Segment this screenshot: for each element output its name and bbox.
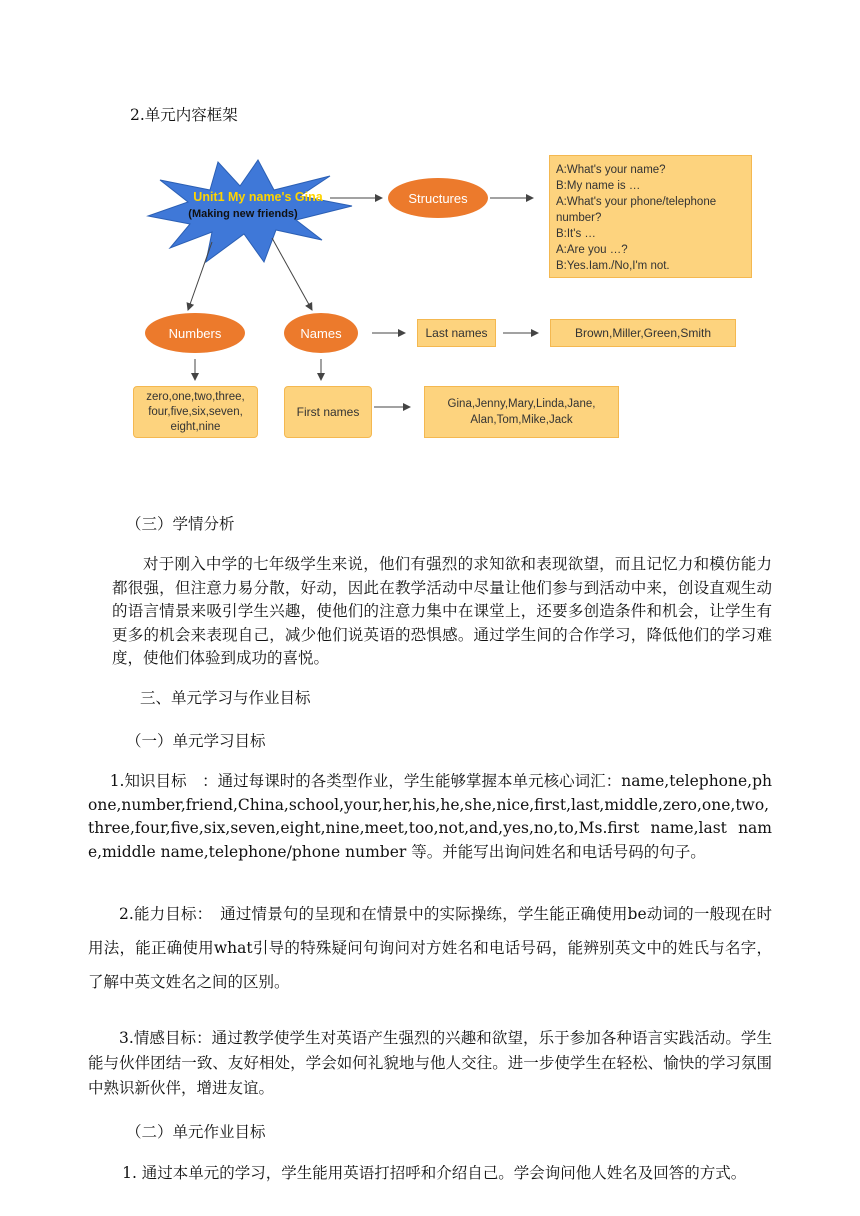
structure-line: A:What's your name?	[556, 164, 666, 176]
first-names-line: Alan,Tom,Mike,Jack	[470, 414, 573, 426]
first-names-box	[284, 386, 372, 438]
paragraph-student-analysis: 对于刚入中学的七年级学生来说，他们有强烈的求知欲和表现欲望，而且记忆力和模仿能力都很强，但注意力易分散，好动，因此在教学活动中尽量让他们参与到活动中来，创设直观生动的语言情景来吸引学生兴趣，使他们的注意力集中在课堂上，还要多创造条件和机会，让学生有更多的机会来表现自己，减少他们说英语的恐惧感。通过学生间的合作学习，降低他们的学习难度，使他们体验到成功的喜悦。	[112, 555, 772, 667]
oval-names	[284, 313, 358, 353]
star-subtitle: (Making new friends)	[188, 208, 298, 220]
structure-line: A:What's your phone/telephone	[556, 196, 717, 208]
heading-learning-goals: （一）单元学习目标	[126, 732, 266, 750]
paragraph-homework-goal-1: 1. 通过本单元的学习，学生能用英语打招呼和介绍自己。学会询问他人姓名及回答的方式。	[122, 1164, 747, 1182]
oval-structures-label: Structures	[408, 190, 468, 206]
numbers-line: eight,nine	[170, 420, 221, 433]
paragraph-knowledge-goal: 1.知识目标 ：通过每课时的各类型作业，学生能够掌握本单元核心词汇：name,telephone,phone,number,friend,China,school,your,her,his,he,she,nice,first,last,middle,zero,one,two,three,four,five,six,seven,eight,nine,meet,too,not,and,yes,no,to,Ms.first name,last name,middle name,telephone/phone number 等。并能写出询问姓名和电话号码的句子。	[88, 772, 772, 861]
oval-names-label: Names	[300, 325, 342, 341]
last-names-values-box	[550, 319, 736, 347]
oval-numbers-label: Numbers	[168, 325, 222, 341]
last-names-label: Last names	[425, 326, 488, 340]
numbers-values-box	[133, 386, 258, 438]
heading-student-analysis: （三）学情分析	[126, 515, 235, 533]
structure-line: B:Yes.Iam./No,I'm not.	[556, 260, 670, 272]
last-names-box	[417, 319, 496, 347]
first-names-label: First names	[296, 405, 360, 419]
numbers-line: four,five,six,seven,	[148, 405, 243, 418]
numbers-line: zero,one,two,three,	[146, 390, 245, 403]
star-title: Unit1 My name's Gina	[193, 190, 323, 204]
paragraph-ability-goal: 2.能力目标： 通过情景句的呈现和在情景中的实际操练，学生能正确使用be动词的一般现在时用法，能正确使用what引导的特殊疑问句询问对方姓名和电话号码，能辨别英文中的姓氏与名字，了解中英文姓名之间的区别。	[88, 905, 772, 991]
structures-box	[549, 155, 752, 278]
heading-homework-goals: （二）单元作业目标	[126, 1123, 266, 1141]
structure-line: B:It's …	[556, 228, 596, 240]
oval-numbers	[145, 313, 245, 353]
first-names-values-box	[424, 386, 619, 438]
paragraph-emotion-goal: 3.情感目标：通过教学使学生对英语产生强烈的兴趣和欲望，乐于参加各种语言实践活动。学生能与伙伴团结一致、友好相处，学会如何礼貌地与他人交往。进一步使学生在轻松、愉快的学习氛围中熟识新伙伴，增进友谊。	[88, 1029, 772, 1097]
structure-line: B:My name is …	[556, 180, 641, 192]
structure-line: number?	[556, 212, 602, 224]
heading-goals: 三、单元学习与作业目标	[140, 689, 311, 707]
section-heading-framework: 2.单元内容框架	[130, 106, 238, 124]
structure-line: A:Are you …?	[556, 244, 628, 256]
last-names-values: Brown,Miller,Green,Smith	[574, 326, 712, 340]
first-names-line: Gina,Jenny,Mary,Linda,Jane,	[447, 398, 596, 410]
oval-structures	[388, 178, 488, 218]
